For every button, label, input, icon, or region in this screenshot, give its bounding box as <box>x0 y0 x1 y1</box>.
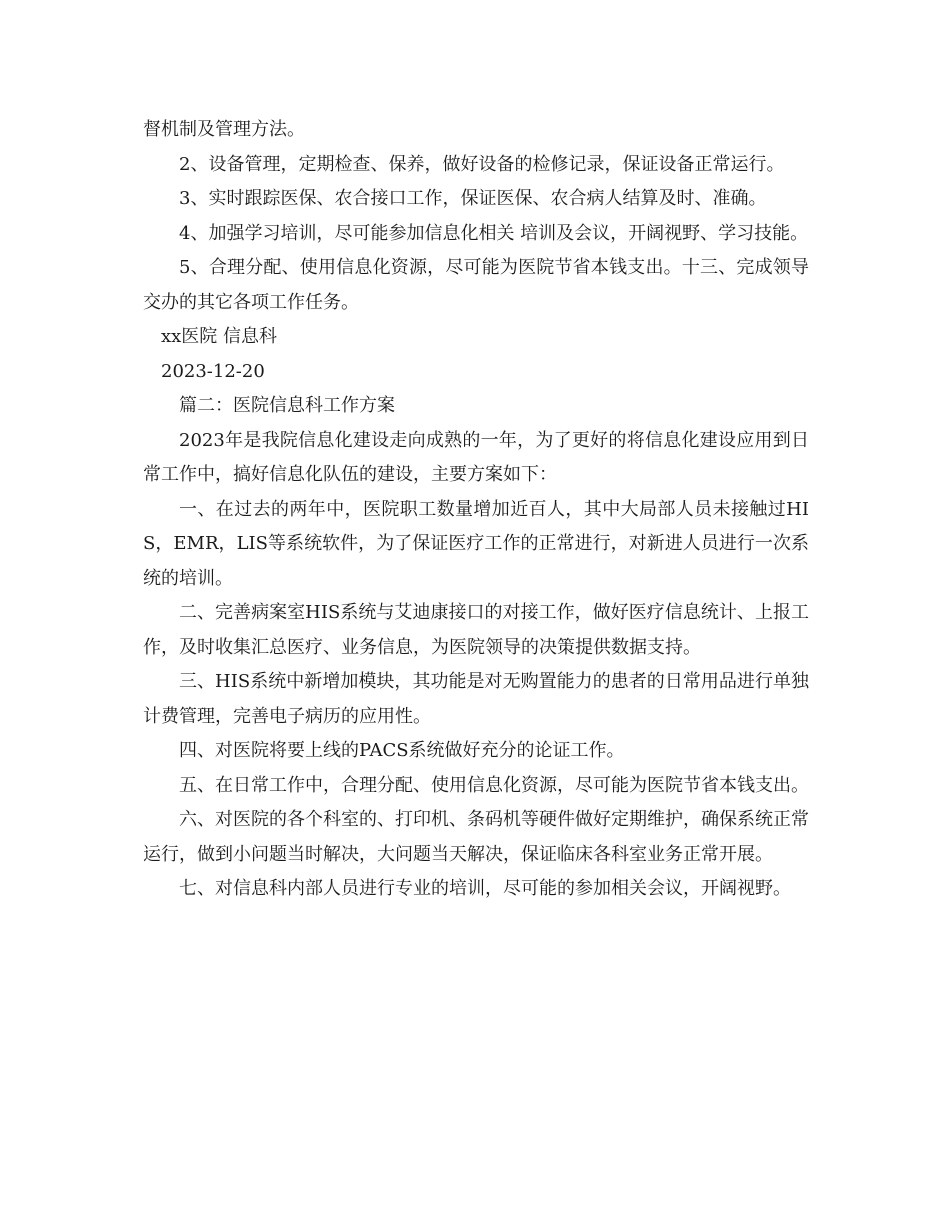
paragraph-plan-3: 三、HIS系统中新增加模块，其功能是对无购置能力的患者的日常用品进行单独计费管理，完善电子病历的应用性。 <box>143 671 809 727</box>
signature-department: xx医院 信息科 <box>161 326 278 347</box>
paragraph-item-4: 4、加强学习培训，尽可能参加信息化相关 培训及会议，开阔视野、学习技能。 <box>179 222 809 244</box>
paragraph-plan-2: 二、完善病案室HIS系统与艾迪康接口的对接工作，做好医疗信息统计、上报工作，及时收集汇总医疗、业务信息，为医院领导的决策提供数据支持。 <box>143 602 809 658</box>
paragraph-plan-7: 七、对信息科内部人员进行专业的培训，尽可能的参加相关会议，开阔视野。 <box>179 878 791 899</box>
paragraph-plan-4: 四、对医院将要上线的PACS系统做好充分的论证工作。 <box>179 740 625 761</box>
paragraph-item-5: 5、合理分配、使用信息化资源，尽可能为医院节省本钱支出。十三、完成领导交办的其它各项工作任务。 <box>143 257 809 313</box>
paragraph-item-2: 2、设备管理，定期检查、保养，做好设备的检修记录，保证设备正常运行。 <box>179 153 785 175</box>
signature-date: 2023-12-20 <box>161 360 265 382</box>
paragraph-plan-5: 五、在日常工作中，合理分配、使用信息化资源，尽可能为医院节省本钱支出。 <box>179 774 809 796</box>
paragraph-plan-6: 六、对医院的各个科室的、打印机、条码机等硬件做好定期维护，确保系统正常运行，做到小问题当时解决，大问题当天解决，保证临床各科室业务正常开展。 <box>143 809 809 865</box>
paragraph-item-3: 3、实时跟踪医保、农合接口工作，保证医保、农合病人结算及时、准确。 <box>179 188 767 209</box>
paragraph-plan-1: 一、在过去的两年中，医院职工数量增加近百人，其中大局部人员未接触过HIS，EMR，LIS等系统软件，为了保证医疗工作的正常进行，对新进人员进行一次系统的培训。 <box>143 498 809 589</box>
paragraph-continuation: 督机制及管理方法。 <box>143 119 305 140</box>
paragraph-intro: 2023年是我院信息化建设走向成熟的一年，为了更好的将信息化建设应用到日常工作中，搞好信息化队伍的建设，主要方案如下： <box>143 429 809 485</box>
section-heading: 篇二：医院信息科工作方案 <box>179 395 395 416</box>
document-body <box>143 113 809 907</box>
